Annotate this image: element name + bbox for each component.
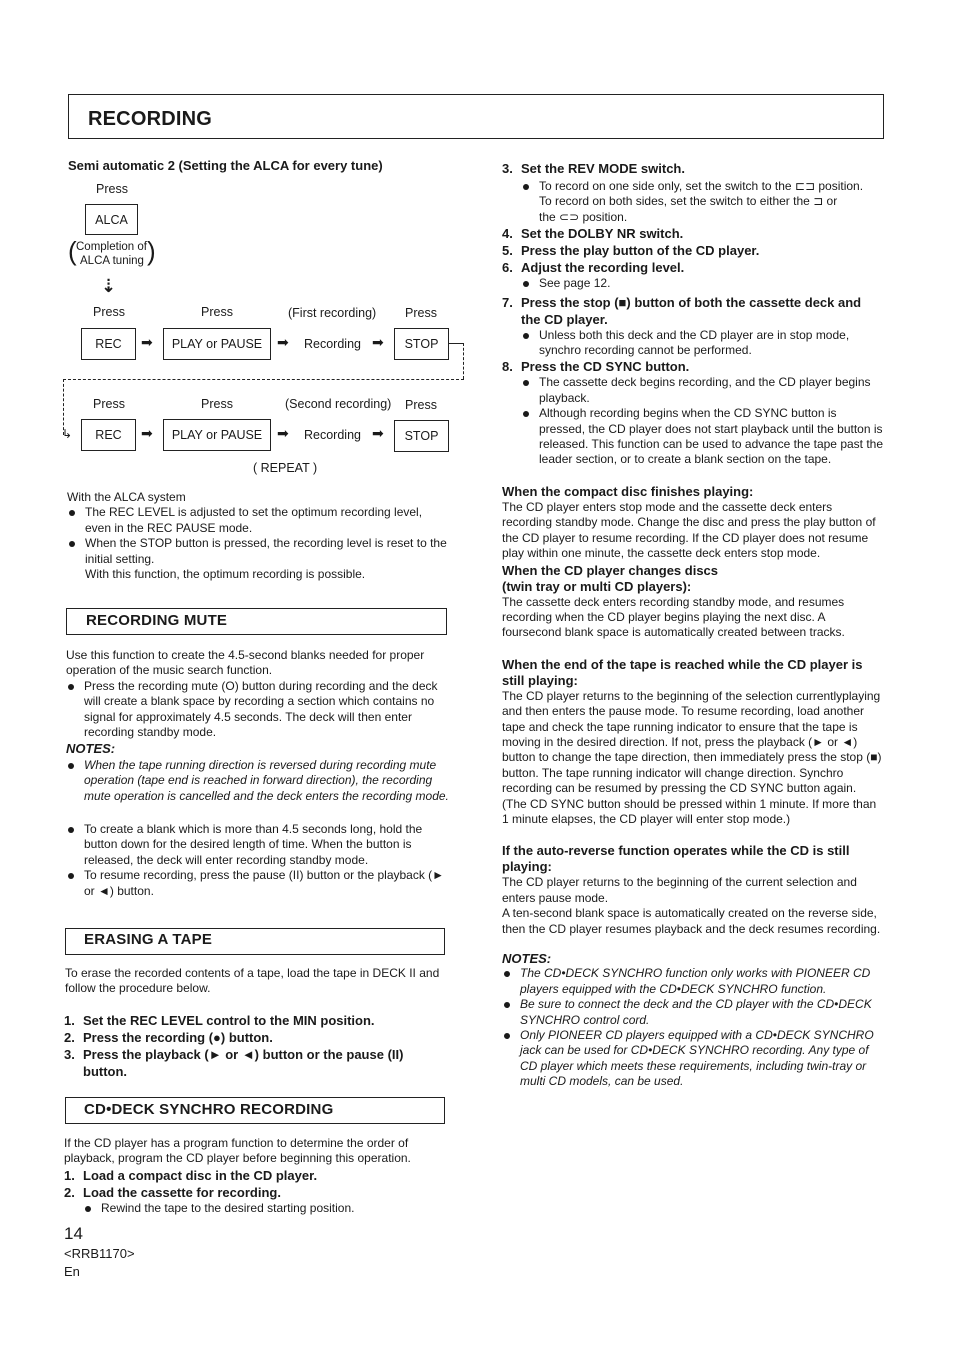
alca-bullet-2: When the STOP button is pressed, the recording level is reset to the initial setting. (67, 536, 449, 567)
down-arrow: ⇣ (101, 276, 117, 296)
step-8-bullet-2: Although recording begins when the CD SYNC button is pressed, the CD player does not start playback until the button is released. This function can be used to advance the tape past the leader section, or to create a blank section on the tape. (521, 406, 884, 468)
press-label-alca: Press (96, 182, 128, 196)
erase-step-1: 1. Set the REC LEVEL control to the MIN position. (64, 1013, 375, 1028)
first-recording-label: (First recording) (288, 306, 377, 320)
erase-steps (64, 1012, 449, 1080)
arrow-icon: ➡ (372, 334, 384, 350)
step-7-bullet: Unless both this deck and the CD player are in stop mode, synchro recording cannot be performed. (521, 328, 884, 359)
completion-line1: Completion of (76, 241, 147, 253)
loop-dash-line (63, 379, 464, 380)
model-code: <RRB1170> (64, 1246, 135, 1261)
step-5: 5. Press the play button of the CD player. (502, 243, 760, 259)
erase-step-2: 2. Press the recording (●) button. (64, 1030, 273, 1045)
mute-note-1: When the tape running direction is reversed during recording mute operation (tape end is reached in forward direction), the recording mute operation is cancelled and the deck enters the recording mode. (66, 758, 449, 804)
stop-box-2: STOP (394, 420, 449, 452)
tape-end-heading: When the end of the tape is reached while the CD player is still playing: (502, 656, 863, 688)
step-6: 6. Adjust the recording level. (502, 260, 685, 276)
language-code: En (64, 1264, 80, 1279)
page-number: 14 (64, 1224, 83, 1243)
right-column (502, 160, 884, 1090)
press-label-stop-1: Press (405, 306, 437, 320)
page-title: RECORDING (88, 108, 213, 130)
press-label-play-1: Press (201, 305, 233, 319)
recording-mute-text (66, 648, 449, 899)
cd-step-2-bullet: Rewind the tape to the desired starting position. (83, 1201, 450, 1216)
recording-label-2: Recording (304, 428, 361, 442)
finish-text: The CD player enters stop mode and the cassette deck enters recording standby mode. Change the disc and press the play button of the CD player to resume recording. If the CD player does not resume play within one minute, the cassette deck enters stop mode. (502, 499, 876, 561)
play-pause-box-2: PLAY or PAUSE (163, 419, 271, 451)
press-label-rec-1: Press (93, 305, 125, 319)
press-label-play-2: Press (201, 397, 233, 411)
arrow-icon: ➡ (277, 425, 289, 441)
loop-arrow-icon: ↳ (62, 427, 73, 441)
step-8: 8. Press the CD SYNC button. (502, 359, 690, 375)
changes-heading-1: When the CD player changes discs (502, 562, 719, 578)
right-notes-label: NOTES: (502, 951, 552, 966)
step-8-bullet-1: The cassette deck begins recording, and the CD player begins playback. (521, 375, 884, 406)
cd-synchro-title: CD•DECK SYNCHRO RECORDING (84, 1101, 334, 1118)
finish-heading: When the compact disc finishes playing: (502, 483, 754, 499)
second-recording-label: (Second recording) (285, 397, 392, 411)
play-pause-box-1: PLAY or PAUSE (163, 328, 271, 360)
cd-step-1: 1. Load a compact disc in the CD player. (64, 1167, 318, 1183)
arrow-icon: ➡ (141, 425, 153, 441)
auto-reverse-text-1: The CD player returns to the beginning of the current selection and enters pause mode. (502, 875, 857, 905)
mute-bullet-1: Press the recording mute (O) button during recording and the deck will create a blank space by recording a section which contains no signal for approximately 4.5 seconds. The deck will then enter recording standby mode. (66, 679, 449, 741)
note-2: Be sure to connect the deck and the CD player with the CD•DECK SYNCHRO control cord. (502, 997, 884, 1028)
mute-intro: Use this function to create the 4.5-second blanks needed for proper operation of the music search function. (66, 648, 425, 678)
alca-bullet-2-cont: With this function, the optimum recording is possible. (85, 567, 366, 582)
step-3-bullet: To record on one side only, set the switch to the ⊏⊐ position. To record on both sides, set the switch to either the ⊐ or the ⊂⊃ position. (521, 179, 884, 225)
rec-box-1: REC (81, 328, 136, 360)
arrow-icon: ➡ (372, 425, 384, 441)
auto-reverse-text-2: A ten-second blank space is automatically created on the reverse side, then the CD player resumes playback and the deck resumes recording. (502, 906, 881, 936)
note-1: The CD•DECK SYNCHRO function only works with PIONEER CD players equipped with the CD•DECK SYNCHRO function. (502, 966, 884, 997)
step-7: 7. Press the stop (■) button of both the cassette deck and the CD player. (502, 294, 862, 327)
cd-step-2: 2. Load the cassette for recording. (64, 1184, 281, 1200)
alca-button: ALCA (85, 204, 138, 235)
erase-intro: To erase the recorded contents of a tape, load the tape in DECK II and follow the procedure below. (65, 966, 440, 996)
loop-line (463, 343, 464, 379)
loop-line (449, 343, 463, 344)
erasing-text (65, 966, 450, 997)
press-label-rec-2: Press (93, 397, 125, 411)
mute-notes-label: NOTES: (66, 741, 116, 757)
semi-auto-heading: Semi automatic 2 (Setting the ALCA for every tune) (68, 158, 383, 173)
erasing-title: ERASING A TAPE (84, 931, 213, 948)
cd-synchro-text (64, 1136, 450, 1216)
recording-label-1: Recording (304, 337, 361, 351)
step-4: 4. Set the DOLBY NR switch. (502, 226, 684, 242)
arrow-icon: ➡ (141, 334, 153, 350)
tape-end-text: The CD player returns to the beginning of the selection currentlyplaying and then enters the pause mode. To resume recording, load another tape and check the tape running indicator to ensure that the tape is moving in the desired direction. If not, press the playback (► or ◄) button to change the tape direction, then immediately press the stop (■) button. The tape running indicator will change direction. Synchro recording can be resumed by pressing the CD SYNC button again. (The CD SYNC button should be pressed within 1 minute. If more than 1 minute elapses, the CD player will enter stop mode.) (502, 688, 882, 826)
mute-bullet-2: To create a blank which is more than 4.5 seconds long, hold the button down for the desired length of time. When the button is released, the deck will enter recording standby mode. (66, 822, 449, 868)
press-label-stop-2: Press (405, 398, 437, 412)
step-3: 3. Set the REV MODE switch. (502, 161, 685, 176)
alca-system-text (67, 490, 449, 582)
changes-heading-2: (twin tray or multi CD players): (502, 578, 692, 594)
completion-line2: ALCA tuning (80, 255, 144, 267)
stop-box-1: STOP (394, 328, 449, 360)
step-6-bullet: See page 12. (521, 276, 884, 291)
arrow-icon: ➡ (277, 334, 289, 350)
cd-intro: If the CD player has a program function to determine the order of playback, program the CD player before beginning this operation. (64, 1136, 411, 1166)
note-3: Only PIONEER CD players equipped with a CD•DECK SYNCHRO jack can be used for CD•DECK SYNCHRO recording. Any type of CD player which meets these requirements, including twin-tray or multi CD models, can be used. (502, 1028, 884, 1090)
erase-step-3: 3. Press the playback (► or ◄) button or the pause (II) button. (64, 1047, 404, 1079)
auto-reverse-heading: If the auto-reverse function operates while the CD is still playing: (502, 843, 850, 875)
rec-box-2: REC (81, 419, 136, 451)
mute-bullet-3: To resume recording, press the pause (II) button or the playback (► or ◄) button. (66, 868, 449, 899)
alca-bullet-1: The REC LEVEL is adjusted to set the optimum recording level, even in the REC PAUSE mode. (67, 505, 449, 536)
recording-mute-title: RECORDING MUTE (86, 612, 228, 629)
repeat-label: ( REPEAT ) (253, 461, 318, 475)
changes-text: The cassette deck enters recording standby mode, and resumes recording when the CD player begins playing the next disc. A foursecond blank space is automatically created between tracks. (502, 594, 845, 640)
alca-system-intro: With the ALCA system (67, 490, 186, 504)
